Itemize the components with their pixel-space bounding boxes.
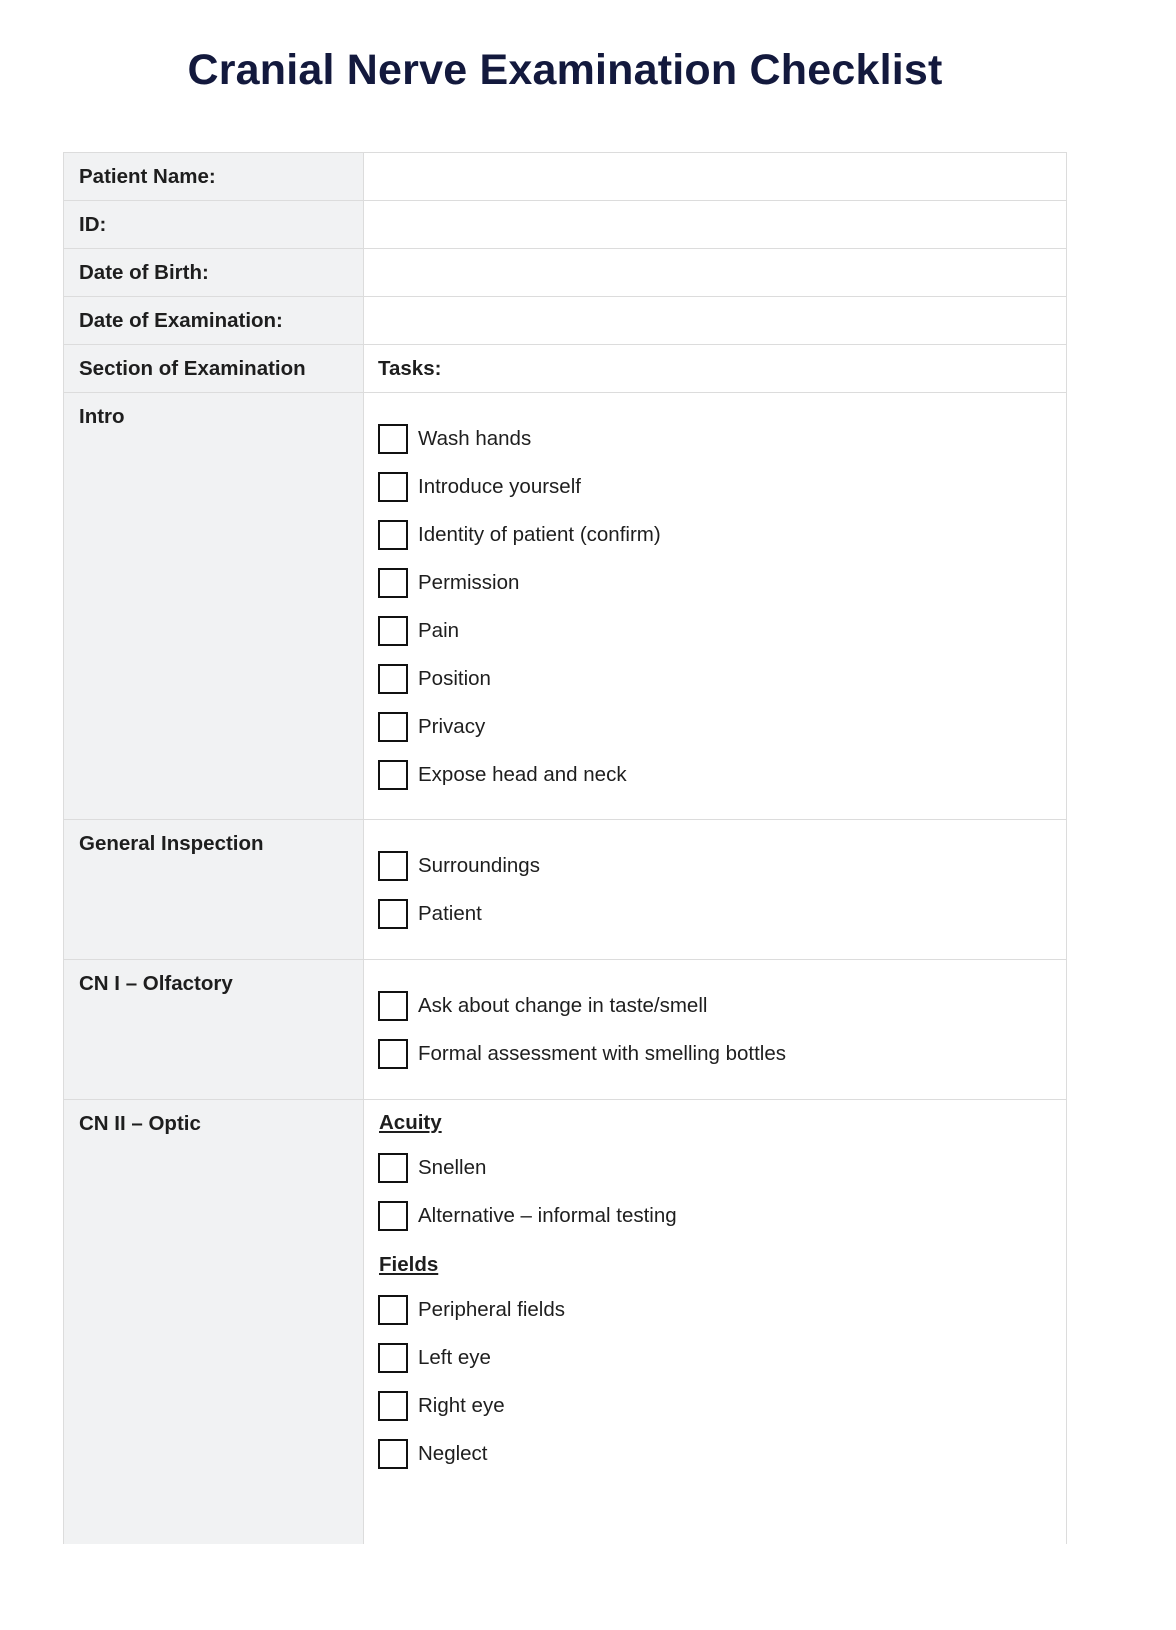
task-item[interactable] (378, 511, 1066, 559)
checkbox[interactable] (378, 1039, 408, 1069)
task-item[interactable] (378, 751, 1066, 799)
checkbox[interactable] (378, 664, 408, 694)
checkbox[interactable] (378, 851, 408, 881)
task-item[interactable] (378, 415, 1066, 463)
task-item[interactable] (378, 1334, 1066, 1382)
task-label: Identity of patient (confirm) (418, 523, 661, 546)
task-list (364, 393, 1066, 819)
patient-id-label: ID: (64, 201, 364, 248)
section-column-header: Section of Examination (64, 345, 364, 392)
task-item[interactable] (378, 1030, 1066, 1078)
patient-id-field[interactable] (364, 201, 1066, 248)
table-header-row (64, 345, 1066, 393)
checkbox[interactable] (378, 424, 408, 454)
task-item[interactable] (378, 1144, 1066, 1192)
task-label: Pain (418, 619, 460, 642)
section-name: CN II – Optic (64, 1100, 364, 1544)
checkbox[interactable] (378, 568, 408, 598)
task-item[interactable] (378, 1286, 1066, 1334)
task-label: Left eye (418, 1346, 491, 1369)
task-item[interactable] (378, 703, 1066, 751)
task-item[interactable] (378, 1430, 1066, 1478)
date-of-examination-row (64, 297, 1066, 345)
task-item[interactable] (378, 559, 1066, 607)
patient-id-row (64, 201, 1066, 249)
task-label: Expose head and neck (418, 763, 627, 786)
date-of-examination-label: Date of Examination: (64, 297, 364, 344)
task-item[interactable] (378, 842, 1066, 890)
checkbox[interactable] (378, 712, 408, 742)
section-name: Intro (64, 393, 364, 819)
section-name: CN I – Olfactory (64, 960, 364, 1099)
checkbox[interactable] (378, 1153, 408, 1183)
task-list (364, 1100, 1066, 1544)
date-of-examination-field[interactable] (364, 297, 1066, 344)
task-label: Ask about change in taste/smell (418, 994, 708, 1017)
task-label: Right eye (418, 1394, 505, 1417)
checkbox[interactable] (378, 991, 408, 1021)
date-of-birth-field[interactable] (364, 249, 1066, 296)
patient-name-row (64, 153, 1066, 201)
task-item[interactable] (378, 890, 1066, 938)
task-item[interactable] (378, 463, 1066, 511)
task-list (364, 820, 1066, 959)
subheading-fields: Fields (379, 1253, 439, 1276)
task-item[interactable] (378, 1192, 1066, 1240)
checkbox[interactable] (378, 1391, 408, 1421)
patient-name-label: Patient Name: (64, 153, 364, 200)
checkbox[interactable] (378, 616, 408, 646)
checkbox[interactable] (378, 1343, 408, 1373)
task-item[interactable] (378, 982, 1066, 1030)
checkbox[interactable] (378, 472, 408, 502)
task-label: Wash hands (418, 427, 532, 450)
task-item[interactable] (378, 607, 1066, 655)
checkbox[interactable] (378, 760, 408, 790)
task-list (364, 960, 1066, 1099)
checkbox[interactable] (378, 1295, 408, 1325)
section-row-intro (64, 393, 1066, 820)
patient-name-field[interactable] (364, 153, 1066, 200)
date-of-birth-label: Date of Birth: (64, 249, 364, 296)
task-label: Neglect (418, 1442, 488, 1465)
tasks-column-header: Tasks: (364, 345, 1066, 392)
task-label: Privacy (418, 715, 486, 738)
task-label: Formal assessment with smelling bottles (418, 1042, 786, 1065)
date-of-birth-row (64, 249, 1066, 297)
checklist-table (63, 152, 1067, 1544)
task-label: Peripheral fields (418, 1298, 565, 1321)
section-row-cn-ii-optic (64, 1100, 1066, 1544)
task-item[interactable] (378, 1382, 1066, 1430)
checkbox[interactable] (378, 899, 408, 929)
subheading-acuity: Acuity (379, 1111, 442, 1134)
checkbox[interactable] (378, 1439, 408, 1469)
section-name: General Inspection (64, 820, 364, 959)
task-label: Snellen (418, 1156, 487, 1179)
task-label: Surroundings (418, 854, 540, 877)
task-label: Introduce yourself (418, 475, 581, 498)
checkbox[interactable] (378, 520, 408, 550)
task-label: Alternative – informal testing (418, 1204, 677, 1227)
task-label: Patient (418, 902, 482, 925)
task-item[interactable] (378, 655, 1066, 703)
section-row-general-inspection (64, 820, 1066, 960)
section-row-cn-i-olfactory (64, 960, 1066, 1100)
page-title: Cranial Nerve Examination Checklist (187, 46, 943, 94)
task-label: Permission (418, 571, 520, 594)
task-label: Position (418, 667, 491, 690)
checkbox[interactable] (378, 1201, 408, 1231)
